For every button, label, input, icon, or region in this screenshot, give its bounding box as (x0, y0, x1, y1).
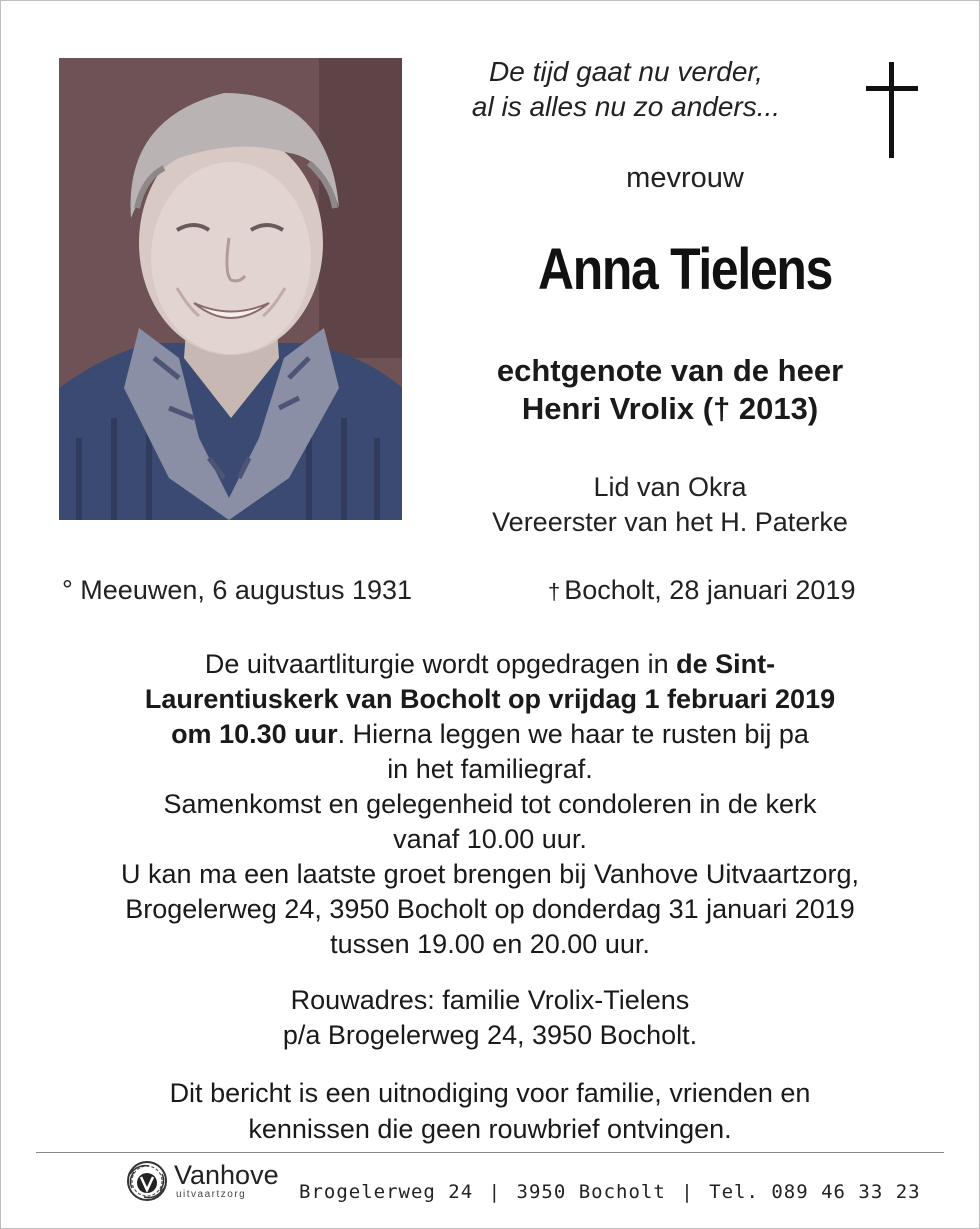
spouse-info (420, 352, 920, 428)
spouse-line-2: Henri Vrolix († 2013) (521, 391, 819, 426)
motto (420, 54, 832, 124)
motto-line-2: al is alles nu zo anders... (471, 91, 781, 122)
service-line-1 (40, 647, 940, 682)
membership-info (440, 470, 900, 540)
visitation-line-1: U kan ma een laatste groet brengen bij Vanhove Uitvaartzorg, (121, 859, 859, 889)
cross-icon (862, 60, 922, 160)
motto-line-1: De tijd gaat nu verder, (489, 56, 763, 87)
birth-info: ° Meeuwen, 6 augustus 1931 (62, 575, 413, 605)
footer-city: 3950 Bocholt (516, 1181, 666, 1203)
service-line-4: in het familiegraf. (387, 754, 593, 784)
footer-street: Brogelerweg 24 (299, 1181, 474, 1203)
footer-separator: | (681, 1181, 694, 1203)
vanhove-logo (124, 1158, 294, 1206)
death-info (548, 575, 855, 606)
service-date-bold: Laurentiuskerk van Bocholt op vrijdag 1 februari 2019 (144, 684, 836, 714)
visitation-line-2: Brogelerweg 24, 3950 Bocholt op donderdag 31 januari 2019 (125, 894, 855, 924)
footer-divider (36, 1152, 944, 1153)
portrait-photo (59, 58, 402, 520)
funeral-details (40, 647, 940, 962)
condolence-line-2: vanaf 10.00 uur. (393, 824, 587, 854)
address-line-2: p/a Brogelerweg 24, 3950 Bocholt. (282, 1020, 698, 1050)
invitation-line-2: kennissen die geen rouwbrief ontvingen. (248, 1114, 732, 1144)
membership-line-2: Vereerster van het H. Paterke (492, 507, 848, 537)
service-text: De uitvaartliturgie wordt opgedragen in (204, 649, 677, 679)
visitation-line-3: tussen 19.00 en 20.00 uur. (330, 929, 650, 959)
vanhove-logo-icon (124, 1158, 170, 1204)
mourning-address (190, 983, 790, 1053)
service-location-bold: de Sint- (676, 649, 776, 679)
footer-contact (299, 1181, 921, 1203)
service-time-bold: om 10.30 uur (171, 719, 338, 749)
condolence-line-1: Samenkomst en gelegenheid tot condoleren in de kerk (163, 789, 817, 819)
invitation-line-1: Dit bericht is een uitnodiging voor familie, vrienden en (169, 1078, 811, 1108)
service-text: . Hierna leggen we haar te rusten bij pa (337, 719, 809, 749)
dagger-icon: † (548, 579, 561, 604)
deceased-name: Anna Tielens (537, 237, 833, 302)
footer-phone: Tel. 089 46 33 23 (709, 1181, 921, 1203)
spouse-line-1: echtgenote van de heer (496, 353, 844, 388)
membership-line-1: Lid van Okra (593, 472, 747, 502)
address-line-1: Rouwadres: familie Vrolix-Tielens (290, 985, 690, 1015)
service-line-3 (40, 717, 940, 752)
logo-wordmark: Vanhove (174, 1160, 279, 1190)
logo-tagline: uitvaartzorg (176, 1189, 247, 1200)
service-line-2 (40, 682, 940, 717)
footer-separator: | (488, 1181, 502, 1203)
death-text: Bocholt, 28 januari 2019 (564, 575, 856, 605)
invitation-note (90, 1075, 890, 1147)
honorific: mevrouw (626, 162, 744, 194)
